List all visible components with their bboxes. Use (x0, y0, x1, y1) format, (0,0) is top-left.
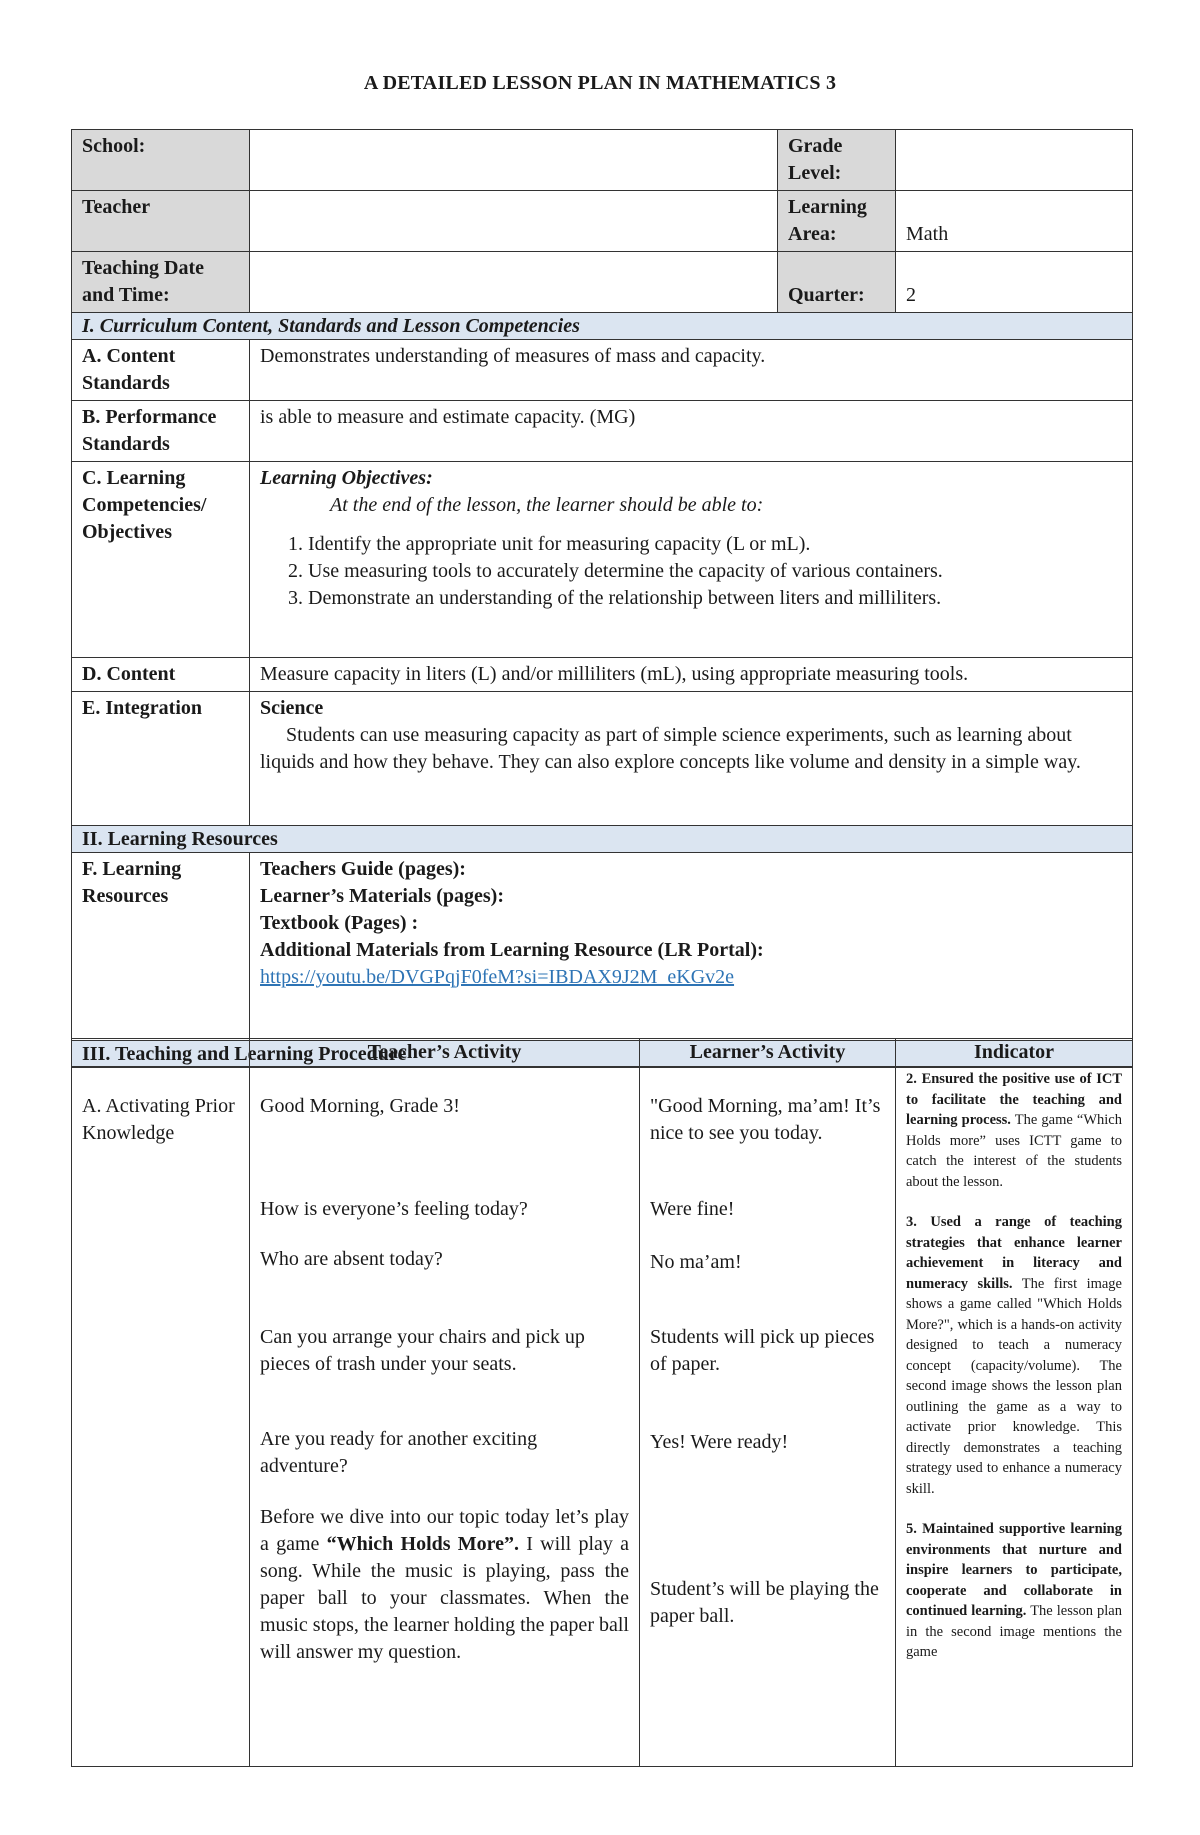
integration-text: Students can use measuring capacity as part of simple science experiments, such as learning about liquids and how they behave. They can also explore concepts like volume and density in a simple way. (260, 724, 1081, 773)
performance-standards-label: B. Performance Standards (72, 401, 250, 462)
indicator-header: Indicator (896, 1039, 1133, 1067)
teacher-game-pre: Before we dive into our topic today let’s play a game (260, 1506, 629, 1555)
teacher-value (250, 191, 778, 252)
teacher-line: Are you ready for another exciting adventure? (260, 1428, 538, 1477)
objective-item: 1. Identify the appropriate unit for measuring capacity (L or mL). (308, 531, 1122, 558)
procedure-empty-header (72, 1039, 250, 1067)
quarter-label: Quarter: (778, 252, 896, 313)
teacher-activity-header: Teacher’s Activity (250, 1039, 640, 1067)
learning-resources-label: F. Learning Resources (72, 853, 250, 1041)
objective-item: 3. Demonstrate an understanding of the relationship between liters and milliliters. (308, 585, 1122, 612)
activating-prior-knowledge-label: A. Activating Prior Knowledge (72, 1067, 250, 1767)
objectives-intro: At the end of the lesson, the learner should be able to: (330, 494, 764, 516)
integration-label: E. Integration (72, 692, 250, 826)
learner-line: Students will pick up pieces of paper. (650, 1326, 875, 1375)
section-heading-curriculum: I. Curriculum Content, Standards and Lesson Competencies (72, 313, 1133, 340)
indicator-text: The first image shows a game called "Which Holds More?", which is a hands-on activity designed to teach a numeracy concept (capacity/volume). The second image shows the lesson plan outlining the game as a way to activate prior knowledge. This directly demonstrates a teaching strategy used to enhance a numeracy skill. (906, 1275, 1122, 1497)
quarter-value: 2 (896, 252, 1133, 313)
learning-area-value: Math (896, 191, 1133, 252)
additional-materials: Additional Materials from Learning Resource (LR Portal): (260, 939, 764, 961)
content-label: D. Content (72, 658, 250, 692)
textbook: Textbook (Pages) : (260, 912, 419, 934)
procedure-table (71, 1038, 1133, 1767)
lr-portal-link[interactable]: https://youtu.be/DVGPqjF0feM?si=IBDAX9J2M_eKGv2e (260, 966, 735, 988)
learner-activity-cell (640, 1067, 896, 1767)
teacher-activity-cell (250, 1067, 640, 1767)
indicator-title: 3. Used a range of teaching strategies that enhance learner achievement in literacy and numeracy skills. (906, 1214, 1122, 1292)
learning-competencies-label: C. Learning Competencies/ Objectives (72, 462, 250, 658)
learning-area-label: Learning Area: (778, 191, 896, 252)
indicator-cell (896, 1067, 1133, 1767)
section-heading-procedure: III. Teaching and Learning Procedure (72, 1041, 1133, 1068)
teacher-game-instruction (260, 1504, 629, 1666)
teacher-line: Who are absent today? (260, 1248, 443, 1270)
content-standards-label: A. Content Standards (72, 340, 250, 401)
teacher-line: Can you arrange your chairs and pick up pieces of trash under your seats. (260, 1326, 585, 1375)
content-text: Measure capacity in liters (L) and/or milliliters (mL), using appropriate measuring tools. (250, 658, 1133, 692)
objectives-list (260, 531, 1122, 612)
learner-line: Were fine! (650, 1198, 735, 1220)
teacher-line: How is everyone’s feeling today? (260, 1198, 528, 1220)
lesson-plan-table (71, 129, 1133, 1068)
learner-line: No ma’am! (650, 1251, 742, 1273)
teacher-line: Good Morning, Grade 3! (260, 1095, 460, 1117)
indicator-text: The game “Which Holds more” uses ICTT game to catch the interest of the students about the lesson. (906, 1112, 1122, 1190)
performance-standards-text: is able to measure and estimate capacity. (MG) (250, 401, 1133, 462)
document-title: A DETAILED LESSON PLAN IN MATHEMATICS 3 (363, 72, 837, 94)
section-heading-resources: II. Learning Resources (72, 826, 1133, 853)
teacher-game-post: I will play a song. While the music is playing, pass the paper ball to your classmates. When the music stops, the learner holding the paper ball will answer my question. (260, 1533, 629, 1663)
learner-line: Student’s will be playing the paper ball. (650, 1578, 879, 1627)
grade-level-value (896, 130, 1133, 191)
game-name: “Which Holds More”. (326, 1533, 520, 1555)
school-value (250, 130, 778, 191)
teachers-guide: Teachers Guide (pages): (260, 858, 466, 880)
indicator-item (906, 1069, 1122, 1192)
indicator-title: 2. Ensured the positive use of ICT to facilitate the teaching and learning process. (906, 1071, 1122, 1128)
objectives-title: Learning Objectives: (260, 467, 433, 489)
teacher-label: Teacher (72, 191, 250, 252)
indicator-item (906, 1519, 1122, 1663)
teaching-date-value (250, 252, 778, 313)
indicator-item (906, 1212, 1122, 1499)
indicator-title: 5. Maintained supportive learning environments that nurture and inspire learners to participate, cooperate and collaborate in continued learning. (906, 1521, 1122, 1619)
learner-activity-header: Learner’s Activity (640, 1039, 896, 1067)
learning-objectives-cell (250, 462, 1133, 658)
integration-cell (250, 692, 1133, 826)
indicator-text: The lesson plan in the second image mentions the game (906, 1603, 1122, 1660)
integration-title: Science (260, 697, 324, 719)
learner-line: "Good Morning, ma’am! It’s nice to see you today. (650, 1095, 881, 1144)
learners-materials: Learner’s Materials (pages): (260, 885, 504, 907)
grade-level-label: Grade Level: (778, 130, 896, 191)
content-standards-text: Demonstrates understanding of measures of mass and capacity. (250, 340, 1133, 401)
school-label: School: (72, 130, 250, 191)
learning-resources-cell (250, 853, 1133, 1041)
teaching-date-label: Teaching Date and Time: (72, 252, 250, 313)
learner-line: Yes! Were ready! (650, 1431, 789, 1453)
objective-item: 2. Use measuring tools to accurately determine the capacity of various containers. (308, 558, 1122, 585)
